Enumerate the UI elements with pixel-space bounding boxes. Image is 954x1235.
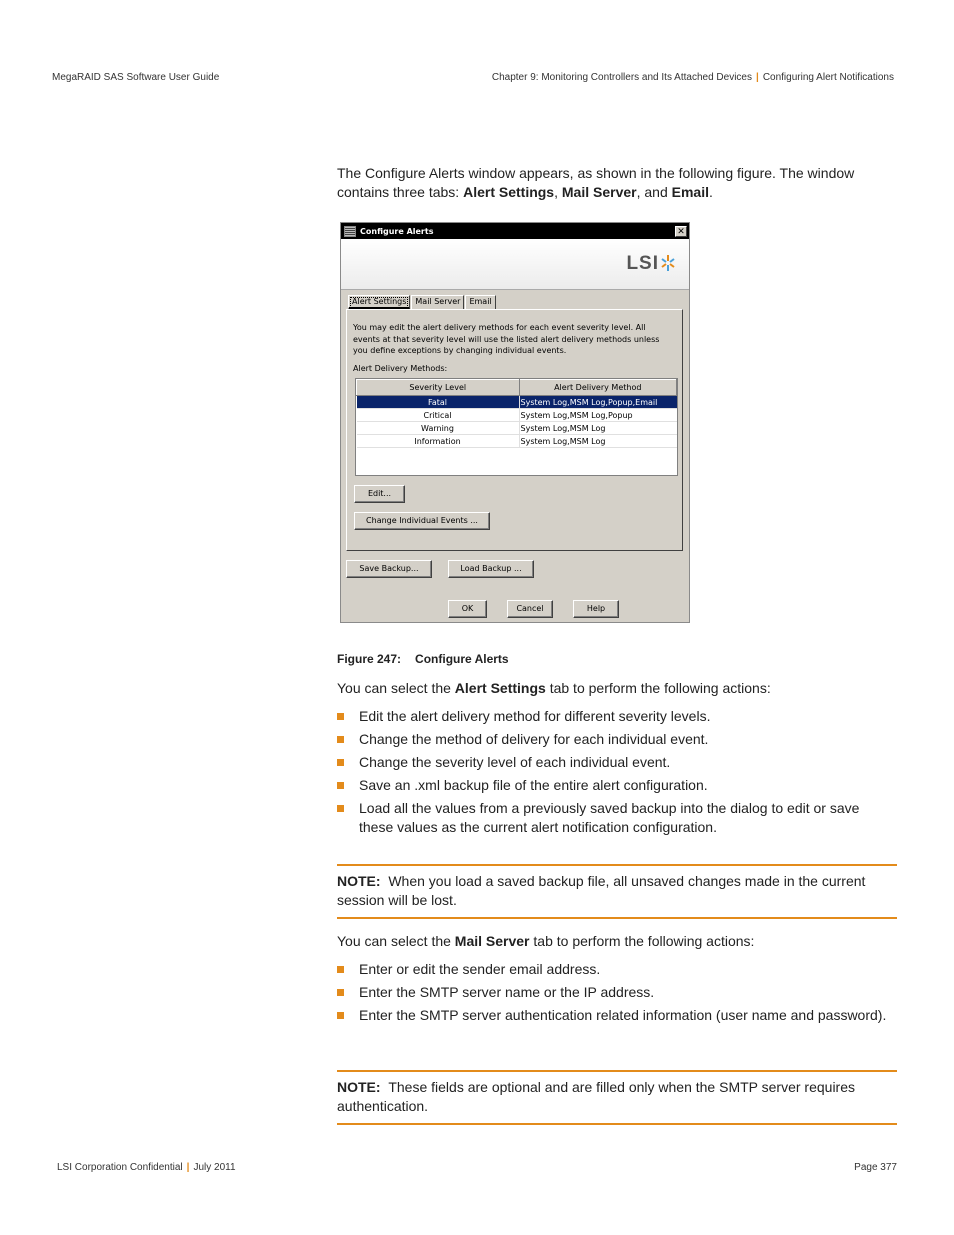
intro-tab-email: Email bbox=[671, 184, 709, 200]
edit-button[interactable]: Edit... bbox=[354, 485, 405, 503]
column-header-severity[interactable]: Severity Level bbox=[357, 380, 520, 396]
footer-company: LSI Corporation Confidential bbox=[57, 1162, 183, 1173]
intro-paragraph: The Configure Alerts window appears, as shown in the following figure. The window contains three tabs: Alert Settings, Mail Server, and Email. bbox=[337, 165, 855, 200]
footer-left bbox=[57, 1162, 236, 1173]
delivery-methods-label: Alert Delivery Methods: bbox=[353, 364, 448, 373]
chapter-title: Chapter 9: Monitoring Controllers and Its Attached Devices bbox=[491, 72, 752, 83]
note-text: These fields are optional and are filled only when the SMTP server requires authentication. bbox=[337, 1079, 855, 1114]
column-header-method[interactable]: Alert Delivery Method bbox=[519, 380, 677, 396]
table-row[interactable] bbox=[357, 422, 677, 435]
figure-title: Configure Alerts bbox=[415, 652, 509, 666]
dialog-titlebar bbox=[341, 223, 689, 239]
list-item: Save an .xml backup file of the entire alert configuration. bbox=[337, 776, 897, 795]
configure-alerts-dialog bbox=[340, 222, 690, 623]
help-button[interactable]: Help bbox=[573, 600, 619, 618]
window-icon bbox=[344, 226, 356, 237]
severity-table bbox=[355, 378, 678, 476]
lsi-logo: LSI bbox=[626, 253, 659, 274]
note-text: When you load a saved backup file, all unsaved changes made in the current session will be lost. bbox=[337, 873, 866, 908]
method-cell: System Log,MSM Log bbox=[519, 435, 677, 448]
section-title: Configuring Alert Notifications bbox=[762, 72, 894, 83]
severity-cell: Warning bbox=[357, 422, 520, 435]
footer-separator: | bbox=[186, 1162, 190, 1173]
running-header-title: MegaRAID SAS Software User Guide bbox=[52, 72, 220, 83]
dialog-tabs bbox=[348, 295, 497, 310]
list-item: Edit the alert delivery method for different severity levels. bbox=[337, 707, 897, 726]
method-cell: System Log,MSM Log,Popup bbox=[519, 409, 677, 422]
mail-server-bullet-list bbox=[337, 960, 897, 1029]
note-label: NOTE: bbox=[337, 873, 381, 889]
lsi-logo-mark-icon bbox=[661, 253, 675, 273]
figure-caption bbox=[337, 652, 509, 666]
list-item: Enter the SMTP server name or the IP address. bbox=[337, 983, 897, 1002]
running-header-chapter bbox=[492, 72, 894, 83]
alert-settings-description: You may edit the alert delivery methods for each event severity level. All events at that severity level will use the listed alert delivery methods unless you define exceptions by changing individual events. bbox=[353, 323, 660, 355]
intro-tab-mail-server: Mail Server bbox=[561, 184, 637, 200]
method-cell: System Log,MSM Log bbox=[519, 422, 677, 435]
tab-alert-settings[interactable]: Alert Settings bbox=[348, 295, 410, 310]
alert-settings-paragraph: You can select the Alert Settings tab to perform the following actions: bbox=[337, 680, 771, 696]
list-item: Change the severity level of each individual event. bbox=[337, 753, 897, 772]
dialog-banner bbox=[341, 239, 689, 290]
list-item: Load all the values from a previously saved backup into the dialog to edit or save these values as the current alert notification configuration. bbox=[337, 799, 897, 837]
severity-cell: Information bbox=[357, 435, 520, 448]
ok-button[interactable]: OK bbox=[448, 600, 487, 618]
note-label: NOTE: bbox=[337, 1079, 381, 1095]
load-backup-button[interactable]: Load Backup ... bbox=[448, 560, 534, 578]
note-box bbox=[337, 864, 897, 919]
note-box bbox=[337, 1070, 897, 1125]
tab-mail-server[interactable]: Mail Server bbox=[411, 295, 464, 310]
severity-cell: Critical bbox=[357, 409, 520, 422]
alert-settings-bullet-list bbox=[337, 707, 897, 841]
change-individual-events-button[interactable]: Change Individual Events ... bbox=[354, 512, 490, 530]
intro-tab-alert-settings: Alert Settings bbox=[463, 184, 555, 200]
page-number: Page 377 bbox=[854, 1162, 897, 1173]
figure-number: Figure 247: bbox=[337, 652, 402, 666]
table-row[interactable] bbox=[357, 435, 677, 448]
tab-email[interactable]: Email bbox=[465, 295, 495, 310]
table-row[interactable] bbox=[357, 409, 677, 422]
list-item: Enter the SMTP server authentication related information (user name and password). bbox=[337, 1006, 897, 1025]
list-item: Change the method of delivery for each individual event. bbox=[337, 730, 897, 749]
save-backup-button[interactable]: Save Backup... bbox=[346, 560, 432, 578]
severity-cell: Fatal bbox=[357, 396, 520, 409]
header-separator: | bbox=[756, 72, 759, 83]
footer-date: July 2011 bbox=[193, 1162, 236, 1173]
cancel-button[interactable]: Cancel bbox=[507, 600, 553, 618]
alert-settings-panel bbox=[346, 309, 683, 551]
dialog-title: Configure Alerts bbox=[360, 226, 434, 236]
method-cell: System Log,MSM Log,Popup,Email bbox=[519, 396, 677, 409]
mail-server-paragraph: You can select the Mail Server tab to perform the following actions: bbox=[337, 933, 755, 949]
close-icon[interactable]: ✕ bbox=[675, 226, 687, 237]
table-row[interactable] bbox=[357, 396, 677, 409]
list-item: Enter or edit the sender email address. bbox=[337, 960, 897, 979]
